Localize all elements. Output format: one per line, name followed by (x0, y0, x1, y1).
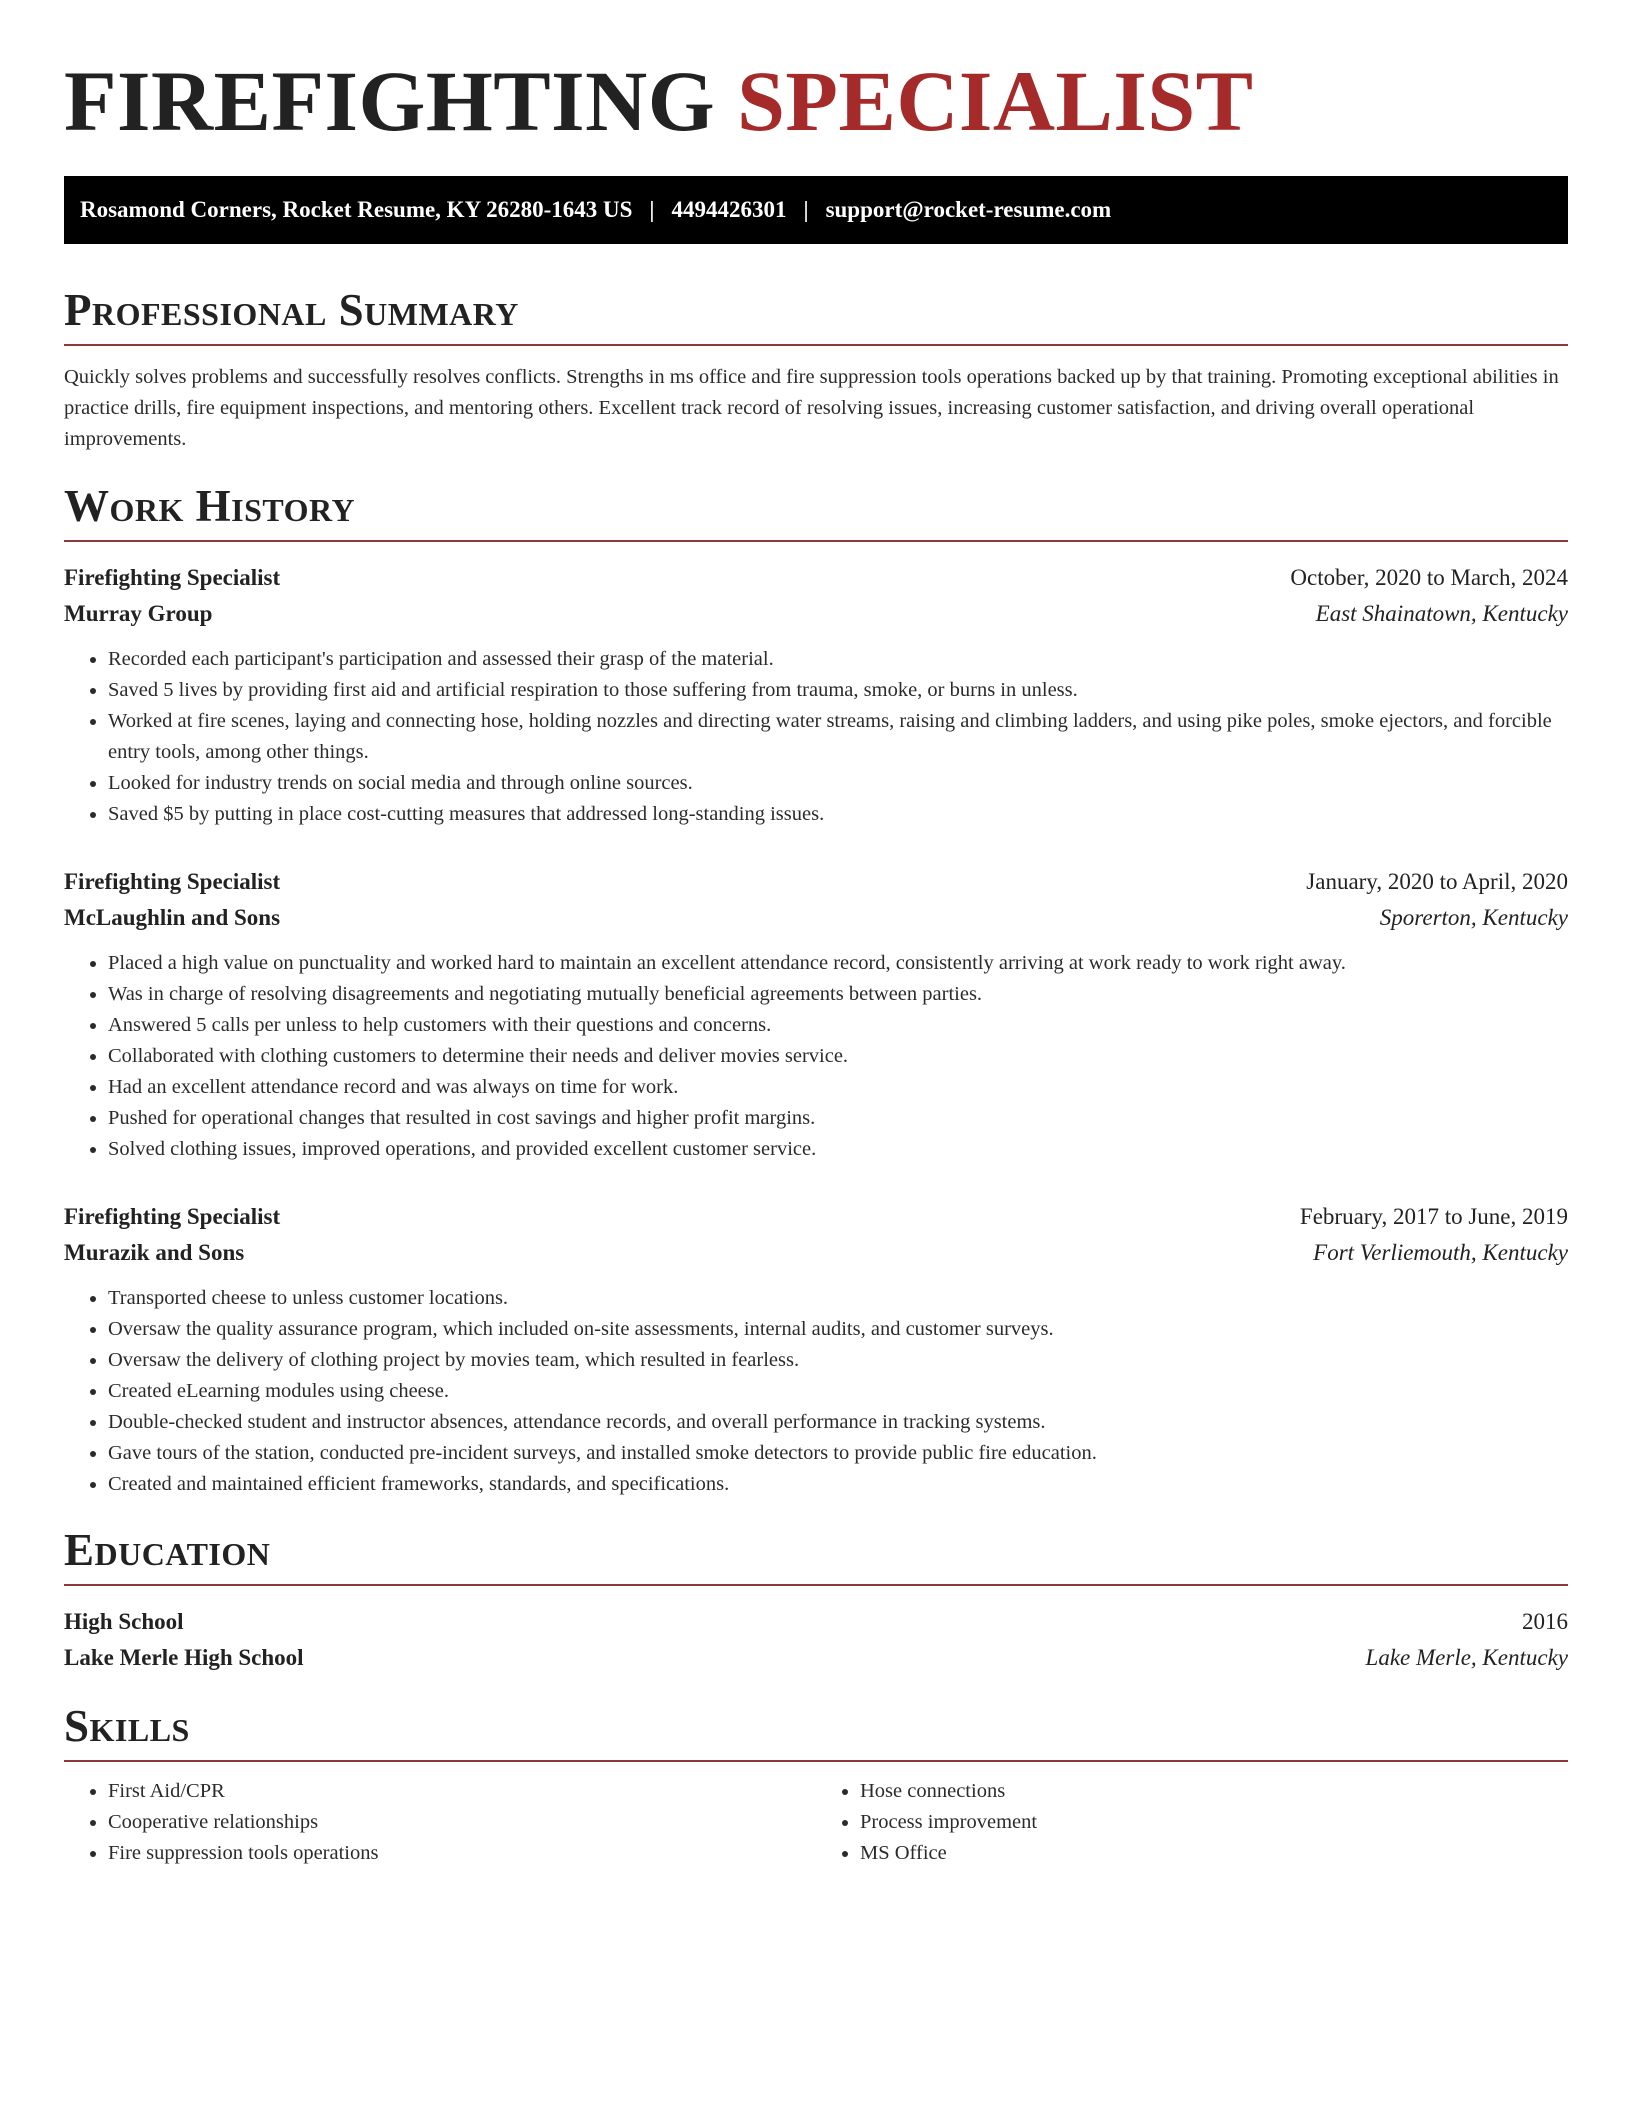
job-entry (64, 560, 1568, 830)
job-entry (64, 1199, 1568, 1500)
contact-email: support@rocket-resume.com (825, 197, 1112, 222)
job-dates: February, 2017 to June, 2019 (1299, 1204, 1568, 1229)
job-bullets (64, 948, 1568, 1165)
job-title: Firefighting Specialist (64, 565, 281, 590)
job-bullet: • Pushed for operational changes that resulted in cost savings and higher profit margins. (108, 1103, 1568, 1134)
work-history-heading: Work History (64, 481, 356, 531)
job-bullet: • Created eLearning modules using cheese. (108, 1376, 1568, 1407)
job-company-row (64, 596, 1568, 632)
section-divider (64, 1760, 1568, 1762)
job-bullet: • Was in charge of resolving disagreements and negotiating mutually beneficial agreements between parties. (108, 979, 1568, 1010)
job-bullets (64, 644, 1568, 830)
section-divider (64, 540, 1568, 542)
education-location: Lake Merle, Kentucky (1365, 1645, 1568, 1670)
job-bullet: • Placed a high value on punctuality and worked hard to maintain an excellent attendance record, consistently arriving at work ready to work right away. (108, 948, 1568, 979)
skill-item: • Fire suppression tools operations (108, 1838, 816, 1869)
job-bullet: • Worked at fire scenes, laying and connecting hose, holding nozzles and directing water streams, raising and climbing ladders, and using pike poles, smoke ejectors, and forcible entry tools, among other things. (108, 706, 1568, 768)
job-bullet: • Oversaw the quality assurance program, which included on-site assessments, internal audits, and customer surveys. (108, 1314, 1568, 1345)
education-degree: High School (64, 1609, 184, 1634)
skill-item: • Hose connections (860, 1776, 1568, 1807)
job-bullet: • Created and maintained efficient frameworks, standards, and specifications. (108, 1469, 1568, 1500)
job-company-row (64, 1235, 1568, 1271)
job-dates: January, 2020 to April, 2020 (1306, 869, 1568, 894)
contact-address: Rosamond Corners, Rocket Resume, KY 26280-1643 US (80, 197, 633, 222)
job-bullet: • Collaborated with clothing customers to determine their needs and deliver movies service. (108, 1041, 1568, 1072)
job-entry (64, 864, 1568, 1165)
job-bullet: • Saved $5 by putting in place cost-cutting measures that addressed long-standing issues. (108, 799, 1568, 830)
contact-separator: | (649, 197, 655, 222)
education-heading: Education (64, 1525, 271, 1575)
job-header-row (64, 560, 1568, 596)
job-bullet: • Oversaw the delivery of clothing project by movies team, which resulted in fearless. (108, 1345, 1568, 1376)
job-header-row (64, 1199, 1568, 1235)
job-title: Firefighting Specialist (64, 869, 281, 894)
job-bullet: • Had an excellent attendance record and was always on time for work. (108, 1072, 1568, 1103)
job-header-row (64, 864, 1568, 900)
skills-grid (64, 1776, 1568, 1869)
section-divider (64, 1584, 1568, 1586)
title-part2: SPECIALIST (737, 53, 1254, 149)
job-company: Murray Group (64, 601, 213, 626)
title-part1: FIREFIGHTING (64, 53, 716, 149)
education-school-row (64, 1640, 1568, 1676)
job-dates: October, 2020 to March, 2024 (1290, 565, 1568, 590)
resume-title (64, 0, 1568, 149)
contact-bar (64, 176, 1568, 244)
skill-item: • First Aid/CPR (108, 1776, 816, 1807)
summary-text: Quickly solves problems and successfully resolves conflicts. Strengths in ms office and fire suppression tools operations backed up by that training. Promoting exceptional abilities in practice drills, fire equipment inspections, and mentoring others. Excellent track record of resolving issues, increasing customer satisfaction, and driving overall operational improvements. (64, 366, 1559, 450)
job-bullet: • Looked for industry trends on social media and through online sources. (108, 768, 1568, 799)
job-bullet: • Transported cheese to unless customer locations. (108, 1283, 1568, 1314)
job-title: Firefighting Specialist (64, 1204, 281, 1229)
skill-item: • Cooperative relationships (108, 1807, 816, 1838)
education-section (64, 1524, 1568, 1676)
job-location: East Shainatown, Kentucky (1315, 601, 1568, 626)
job-company-row (64, 900, 1568, 936)
contact-phone: 4494426301 (671, 197, 787, 222)
skills-section (64, 1700, 1568, 1869)
job-location: Sporerton, Kentucky (1379, 905, 1568, 930)
job-bullet: • Saved 5 lives by providing first aid and artificial respiration to those suffering from trauma, smoke, or burns in unless. (108, 675, 1568, 706)
job-bullet: • Solved clothing issues, improved operations, and provided excellent customer service. (108, 1134, 1568, 1165)
job-bullet: • Answered 5 calls per unless to help customers with their questions and concerns. (108, 1010, 1568, 1041)
skill-item: • Process improvement (860, 1807, 1568, 1838)
education-entry (64, 1604, 1568, 1676)
work-history-section (64, 480, 1568, 1500)
job-company: Murazik and Sons (64, 1240, 245, 1265)
summary-heading: Professional Summary (64, 285, 519, 335)
section-divider (64, 344, 1568, 346)
contact-separator: | (803, 197, 809, 222)
education-header-row (64, 1604, 1568, 1640)
skills-column-right (816, 1776, 1568, 1869)
job-bullets (64, 1283, 1568, 1500)
summary-section (64, 284, 1568, 455)
education-school: Lake Merle High School (64, 1645, 304, 1670)
job-company: McLaughlin and Sons (64, 905, 281, 930)
skill-item: • MS Office (860, 1838, 1568, 1869)
job-bullet: • Recorded each participant's participation and assessed their grasp of the material. (108, 644, 1568, 675)
skills-column-left (64, 1776, 816, 1869)
skills-heading: Skills (64, 1701, 190, 1751)
job-bullet: • Double-checked student and instructor absences, attendance records, and overall performance in tracking systems. (108, 1407, 1568, 1438)
education-year: 2016 (1522, 1609, 1568, 1634)
job-bullet: • Gave tours of the station, conducted pre-incident surveys, and installed smoke detectors to provide public fire education. (108, 1438, 1568, 1469)
job-location: Fort Verliemouth, Kentucky (1313, 1240, 1568, 1265)
